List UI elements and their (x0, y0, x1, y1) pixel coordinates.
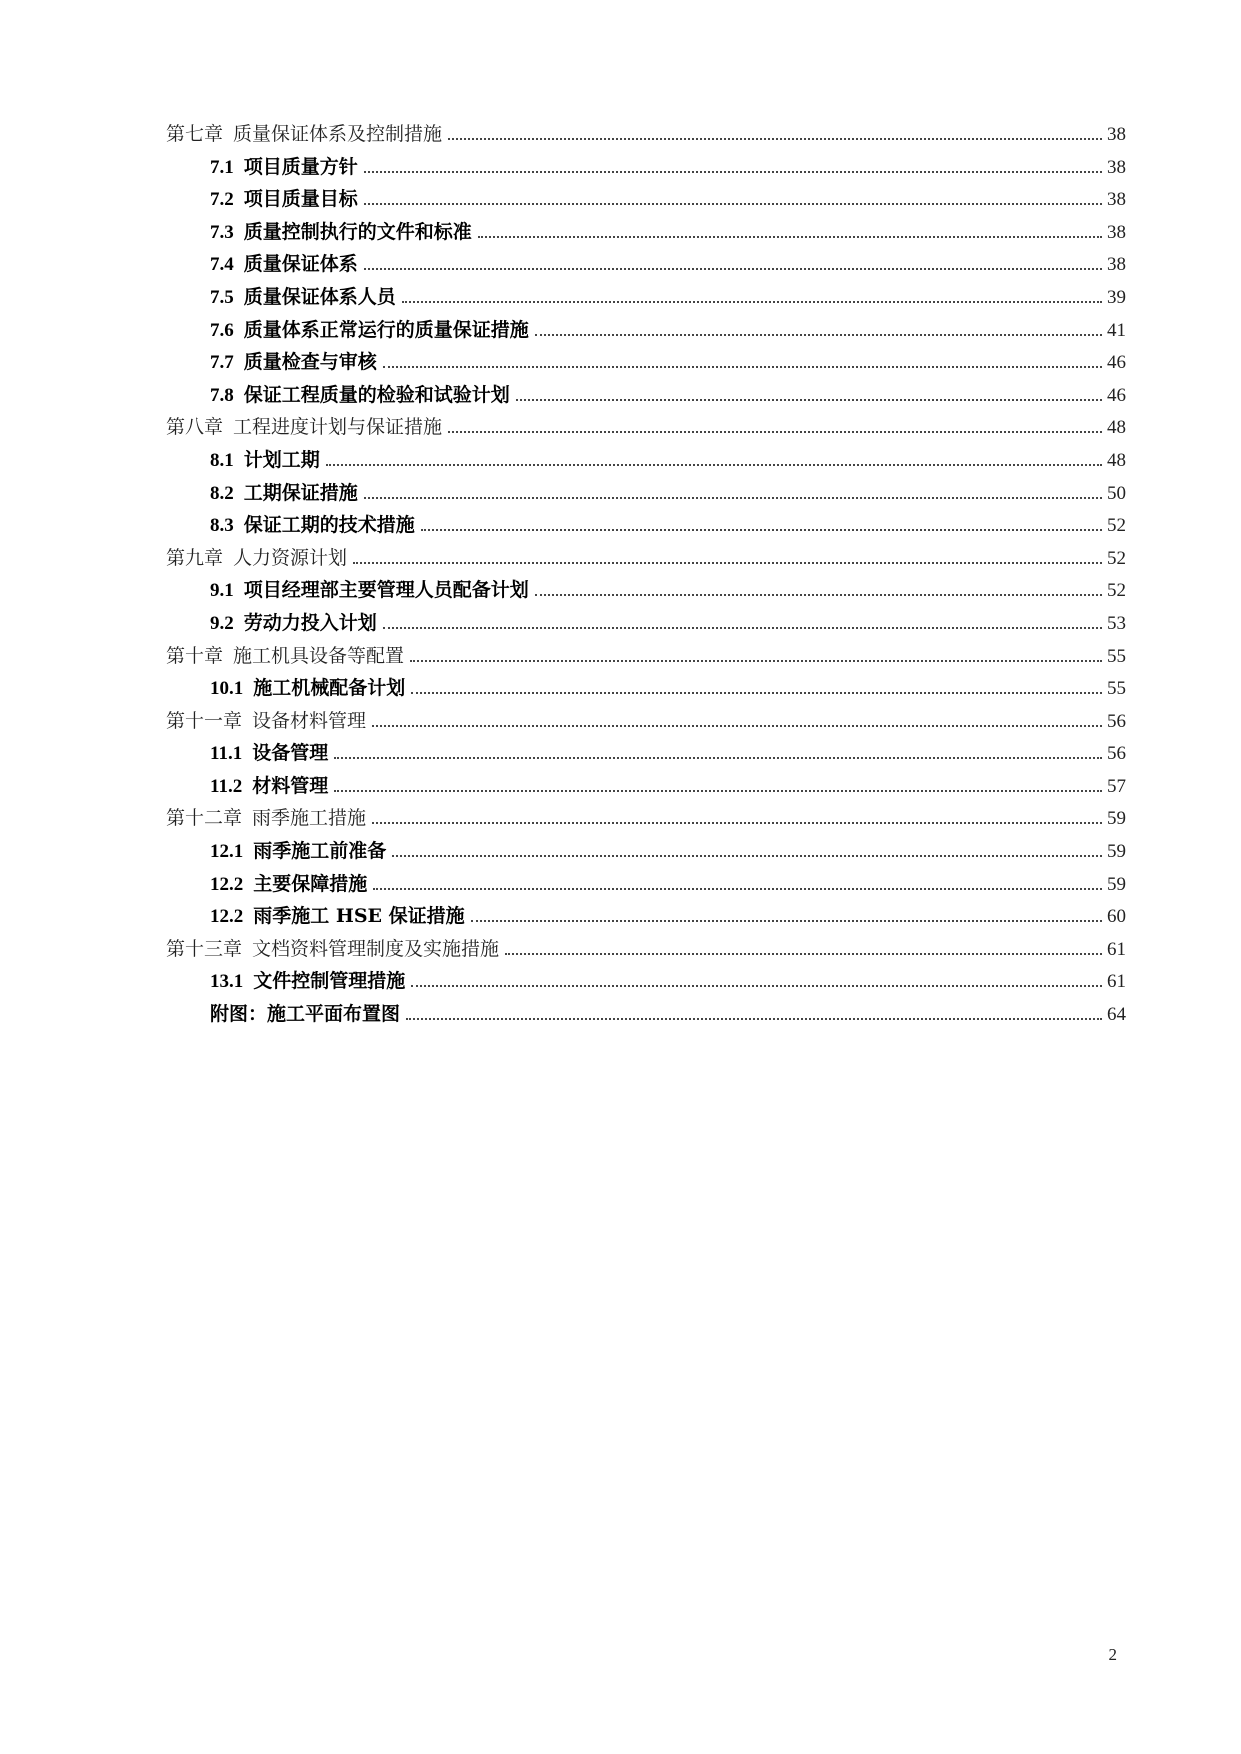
toc-dot-leader (364, 267, 1102, 270)
toc-dot-leader (448, 430, 1102, 433)
toc-entry-title: 雨季施工 HSE 保证措施 (253, 905, 465, 928)
toc-entry-page: 52 (1107, 515, 1126, 537)
toc-entry-page: 64 (1107, 1004, 1126, 1026)
toc-section-entry[interactable] (166, 835, 1126, 868)
toc-dot-leader (353, 561, 1102, 564)
toc-entry-page: 55 (1107, 645, 1126, 667)
toc-dot-leader (364, 202, 1102, 205)
toc-entry-title: 设备材料管理 (252, 709, 367, 732)
toc-chapter-entry[interactable] (166, 542, 1126, 575)
toc-entry-title: 主要保障措施 (253, 872, 368, 895)
toc-dot-leader (421, 528, 1102, 531)
toc-section-entry[interactable] (166, 379, 1126, 412)
toc-entry-number: 7.6 (210, 319, 234, 341)
toc-entry-title: 保证工期的技术措施 (243, 514, 415, 537)
toc-entry-number: 第十二章 (166, 807, 243, 830)
toc-chapter-entry[interactable] (166, 705, 1126, 738)
toc-dot-leader (334, 756, 1102, 759)
toc-section-entry[interactable] (166, 281, 1126, 314)
toc-entry-page: 56 (1107, 743, 1126, 765)
toc-entry-title: 施工机具设备等配置 (233, 644, 405, 667)
toc-entry-page: 57 (1107, 775, 1126, 797)
toc-entry-number: 9.2 (210, 612, 234, 634)
toc-entry-number: 7.1 (210, 156, 234, 178)
toc-entry-number: 12.2 (210, 873, 244, 895)
toc-dot-leader (411, 691, 1102, 694)
toc-entry-title: 项目经理部主要管理人员配备计划 (243, 579, 529, 602)
toc-entry-number: 第七章 (166, 123, 224, 145)
toc-dot-leader (326, 463, 1102, 466)
toc-entry-page: 59 (1107, 873, 1126, 895)
toc-section-entry[interactable] (166, 248, 1126, 281)
toc-dot-leader (402, 300, 1102, 303)
toc-section-entry[interactable] (166, 672, 1126, 705)
page-number: 2 (1108, 1645, 1117, 1664)
toc-entry-title: 施工机械配备计划 (253, 677, 406, 700)
toc-entry-number: 10.1 (210, 678, 244, 700)
toc-section-entry[interactable] (166, 183, 1126, 216)
toc-entry-page: 61 (1107, 938, 1126, 960)
toc-dot-leader (383, 626, 1102, 629)
toc-entry-title: 质量保证体系人员 (243, 285, 396, 308)
toc-entry-page: 59 (1107, 841, 1126, 863)
toc-dot-leader (364, 496, 1102, 499)
toc-chapter-entry[interactable] (166, 118, 1126, 151)
toc-entry-page: 56 (1107, 710, 1126, 732)
toc-section-entry[interactable] (166, 216, 1126, 249)
toc-entry-page: 38 (1107, 221, 1126, 243)
toc-entry-number: 7.2 (210, 189, 234, 211)
toc-dot-leader (535, 333, 1102, 336)
toc-entry-title: 附图：施工平面布置图 (210, 1003, 401, 1026)
table-of-contents (166, 118, 1126, 1031)
toc-section-entry[interactable] (166, 314, 1126, 347)
toc-section-entry[interactable] (166, 477, 1126, 510)
toc-dot-leader (505, 952, 1102, 955)
toc-entry-page: 38 (1107, 189, 1126, 211)
toc-entry-number: 7.8 (210, 384, 234, 406)
toc-section-entry[interactable] (166, 509, 1126, 542)
toc-dot-leader (448, 137, 1102, 140)
toc-entry-number: 8.2 (210, 482, 234, 504)
toc-section-entry[interactable] (166, 998, 1126, 1031)
toc-section-entry[interactable] (166, 444, 1126, 477)
toc-entry-page: 52 (1107, 547, 1126, 569)
toc-section-entry[interactable] (166, 346, 1126, 379)
toc-entry-number: 12.1 (210, 841, 244, 863)
toc-entry-number: 7.4 (210, 254, 234, 276)
toc-entry-page: 48 (1107, 417, 1126, 439)
toc-dot-leader (383, 365, 1102, 368)
toc-dot-leader (372, 724, 1102, 727)
toc-dot-leader (516, 398, 1102, 401)
toc-entry-title: 文件控制管理措施 (253, 970, 406, 993)
toc-entry-page: 39 (1107, 286, 1126, 308)
toc-entry-number: 第十章 (166, 644, 224, 667)
toc-entry-page: 38 (1107, 156, 1126, 178)
toc-entry-title: 保证工程质量的检验和试验计划 (243, 383, 510, 406)
toc-entry-number: 13.1 (210, 971, 244, 993)
toc-section-entry[interactable] (166, 607, 1126, 640)
toc-entry-number: 11.1 (210, 743, 243, 765)
toc-entry-title: 工期保证措施 (243, 481, 358, 504)
toc-entry-number: 第十三章 (166, 937, 243, 960)
toc-entry-title: 质量控制执行的文件和标准 (243, 220, 472, 243)
toc-entry-page: 46 (1107, 384, 1126, 406)
toc-entry-page: 46 (1107, 352, 1126, 374)
toc-entry-number: 7.7 (210, 352, 234, 374)
toc-entry-title: 质量保证体系及控制措施 (233, 123, 443, 145)
toc-dot-leader (334, 789, 1102, 792)
toc-entry-title: 质量检查与审核 (243, 351, 377, 374)
toc-entry-page: 48 (1107, 449, 1126, 471)
toc-entry-page: 50 (1107, 482, 1126, 504)
toc-section-entry[interactable] (166, 151, 1126, 184)
toc-dot-leader (478, 235, 1102, 238)
toc-entry-number: 8.1 (210, 449, 234, 471)
toc-chapter-entry[interactable] (166, 640, 1126, 673)
toc-dot-leader (406, 1017, 1102, 1020)
toc-entry-page: 55 (1107, 678, 1126, 700)
toc-dot-leader (392, 854, 1102, 857)
toc-entry-number: 7.5 (210, 286, 234, 308)
toc-entry-page: 41 (1107, 319, 1126, 341)
toc-entry-number: 第八章 (166, 416, 224, 439)
toc-entry-number: 9.1 (210, 580, 234, 602)
toc-entry-title: 文档资料管理制度及实施措施 (252, 937, 500, 960)
toc-dot-leader (364, 170, 1102, 173)
toc-entry-title: 材料管理 (252, 774, 329, 797)
toc-entry-page: 59 (1107, 808, 1126, 830)
toc-section-entry[interactable] (166, 574, 1126, 607)
toc-dot-leader (372, 821, 1102, 824)
toc-section-entry[interactable] (166, 965, 1126, 998)
toc-entry-number: 12.2 (210, 906, 244, 928)
toc-section-entry[interactable] (166, 737, 1126, 770)
toc-chapter-entry[interactable] (166, 411, 1126, 444)
toc-dot-leader (373, 887, 1102, 890)
toc-dot-leader (535, 593, 1102, 596)
toc-entry-page: 52 (1107, 580, 1126, 602)
toc-entry-page: 53 (1107, 612, 1126, 634)
toc-entry-title: 质量体系正常运行的质量保证措施 (243, 318, 529, 341)
toc-entry-title: 雨季施工前准备 (253, 840, 387, 863)
toc-entry-page: 61 (1107, 971, 1126, 993)
toc-entry-number: 第十一章 (166, 709, 243, 732)
toc-entry-page: 60 (1107, 906, 1126, 928)
toc-entry-title: 项目质量方针 (243, 155, 358, 178)
toc-section-entry[interactable] (166, 900, 1126, 933)
toc-entry-number: 7.3 (210, 221, 234, 243)
toc-dot-leader (410, 659, 1102, 662)
toc-entry-number: 8.3 (210, 515, 234, 537)
toc-entry-title: 劳动力投入计划 (243, 611, 377, 634)
toc-entry-title: 人力资源计划 (233, 546, 348, 569)
toc-dot-leader (471, 919, 1102, 922)
toc-entry-title: 质量保证体系 (243, 253, 358, 276)
toc-entry-title: 项目质量目标 (243, 188, 358, 211)
toc-entry-title: 计划工期 (243, 448, 320, 471)
toc-entry-title: 工程进度计划与保证措施 (233, 416, 443, 439)
toc-section-entry[interactable] (166, 868, 1126, 901)
toc-entry-title: 设备管理 (252, 742, 329, 765)
toc-entry-number: 11.2 (210, 775, 243, 797)
toc-chapter-entry[interactable] (166, 933, 1126, 966)
toc-section-entry[interactable] (166, 770, 1126, 803)
toc-entry-number: 第九章 (166, 546, 224, 569)
toc-entry-page: 38 (1107, 124, 1126, 145)
toc-dot-leader (411, 984, 1102, 987)
toc-entry-title: 雨季施工措施 (252, 807, 367, 830)
toc-entry-page: 38 (1107, 254, 1126, 276)
toc-chapter-entry[interactable] (166, 802, 1126, 835)
